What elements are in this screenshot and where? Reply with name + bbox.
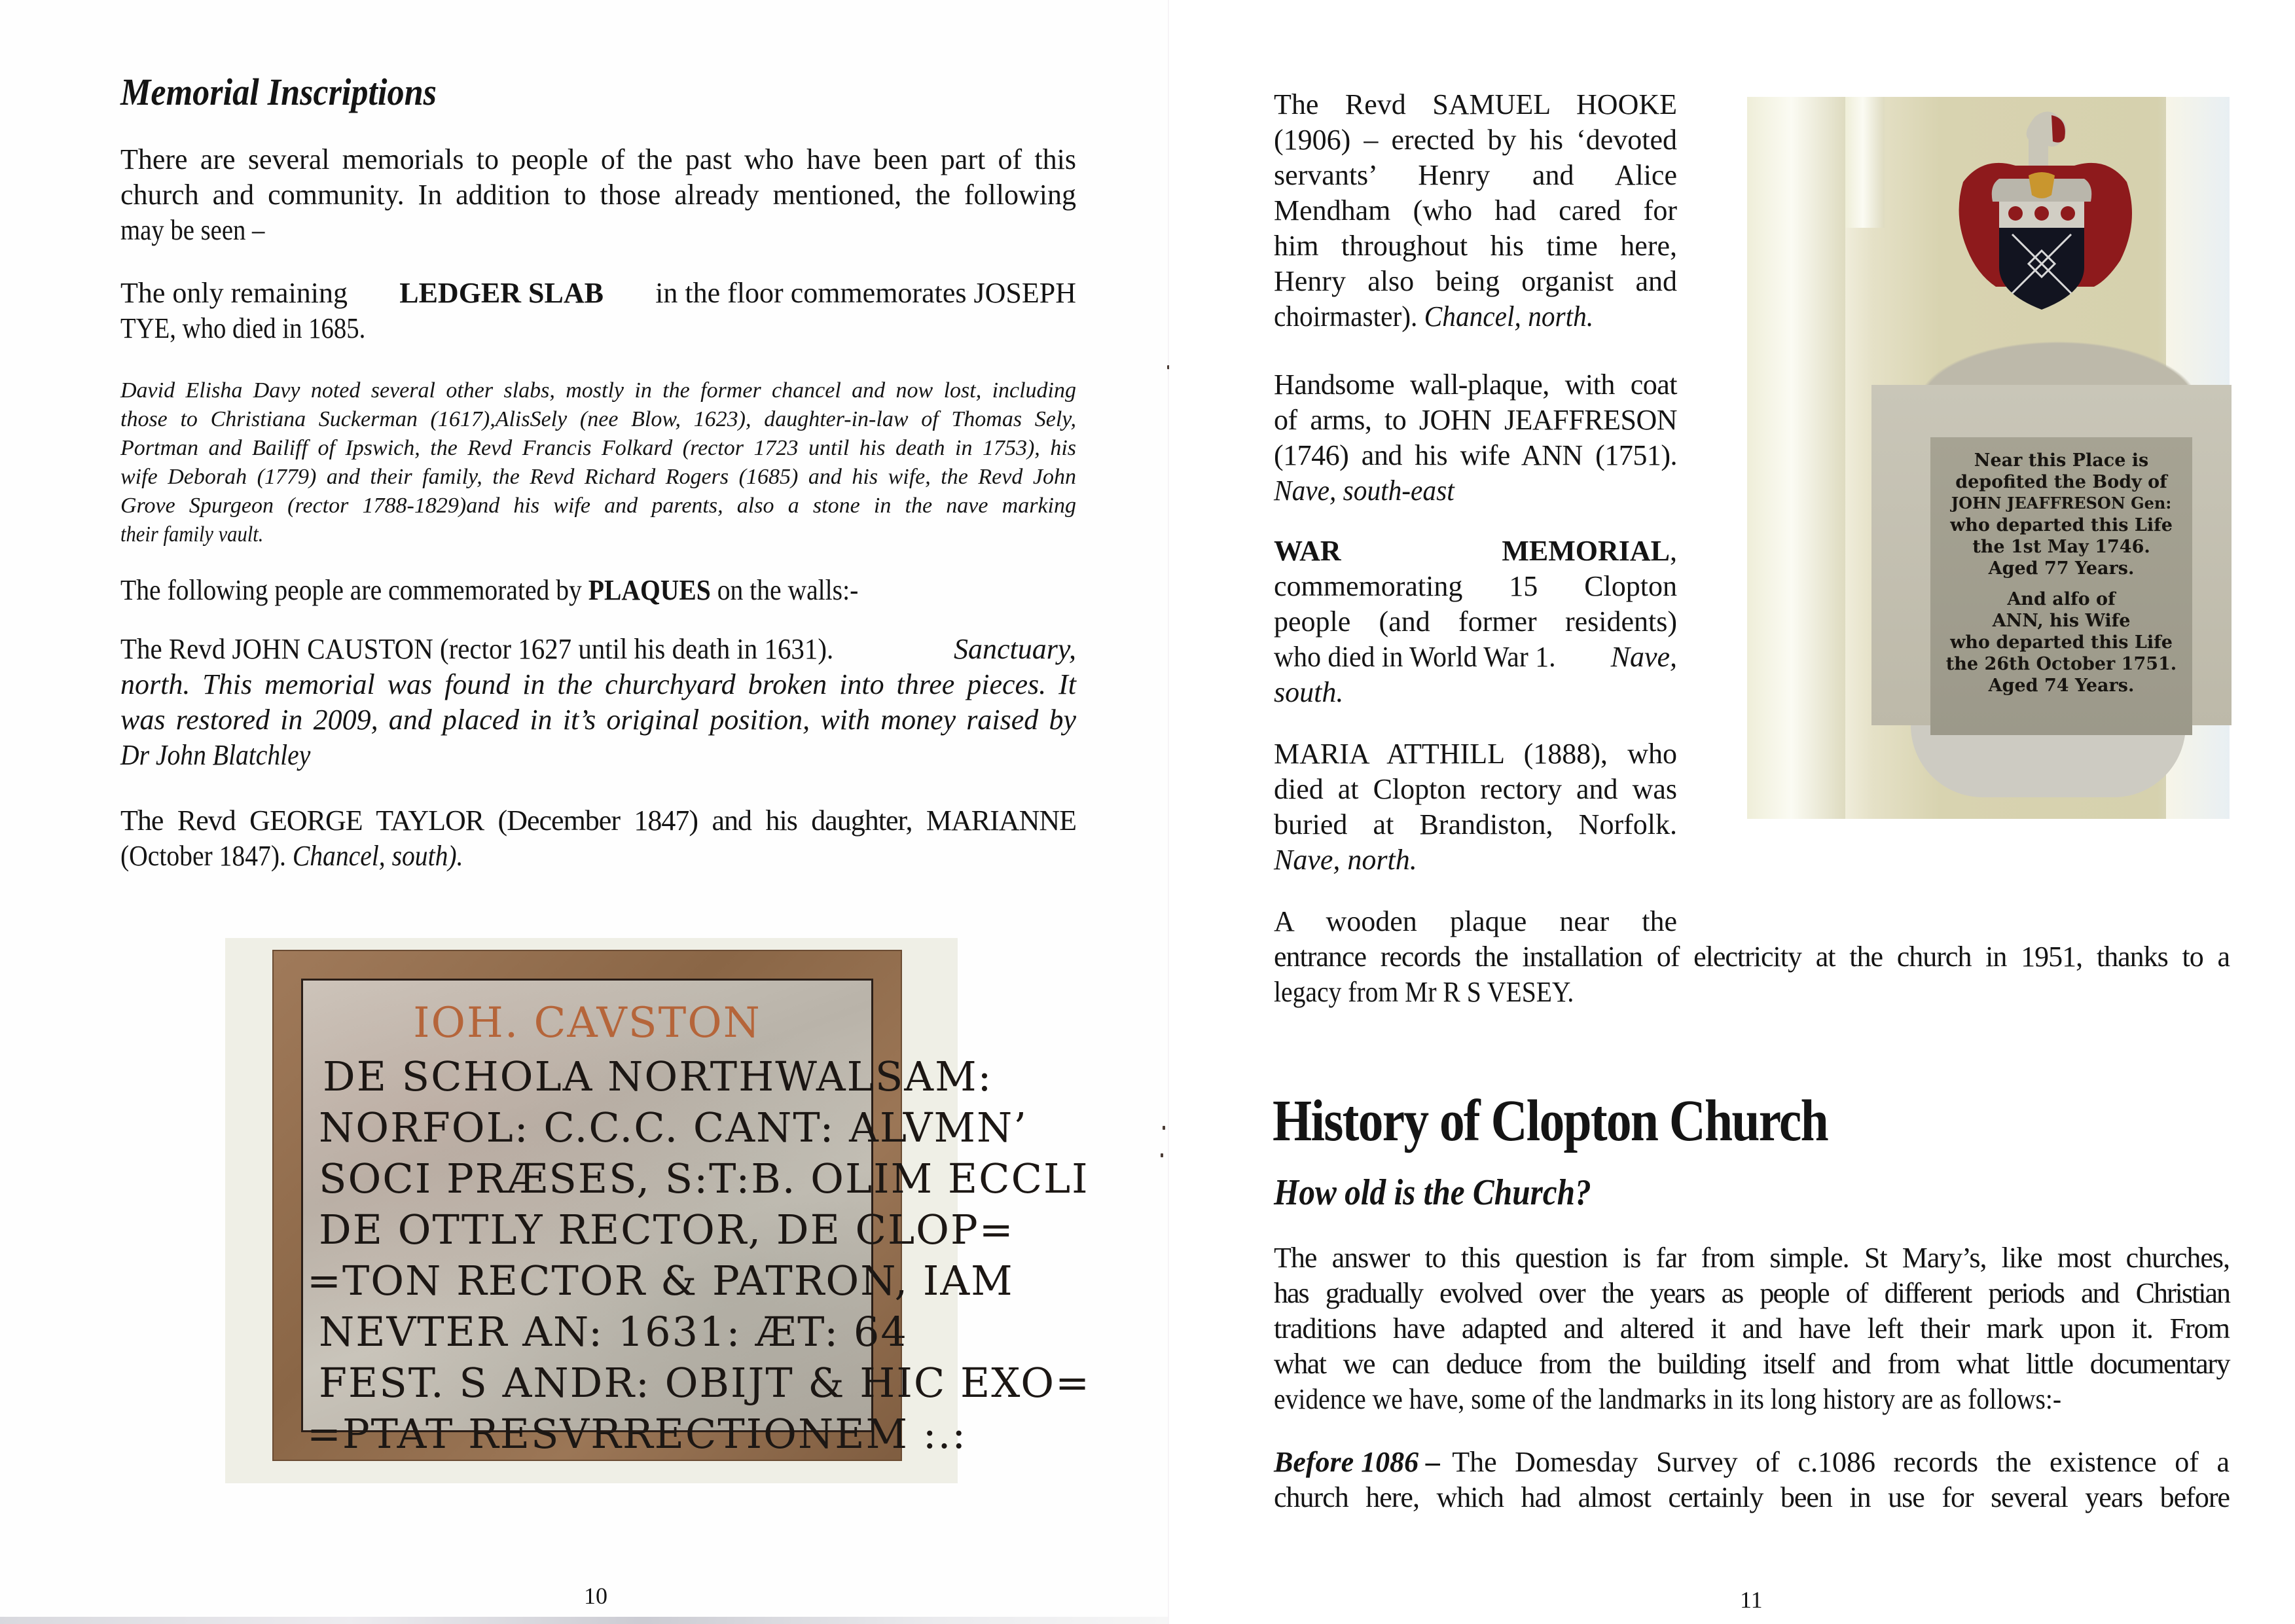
plaques-bold: PLAQUES — [588, 574, 711, 606]
chief-charge — [2008, 206, 2023, 221]
subheading-how-old: How old is the Church? — [1274, 1172, 1591, 1213]
taylor-text: (October 1847). — [120, 840, 293, 872]
stone-line-1: DE SCHOLA NORTHWALSAM: — [323, 1053, 993, 1100]
answer-line-4: what we can deduce from the building itself and from what little documentary — [1274, 1348, 2230, 1380]
jeaffreson-line-3: (1746) and his wife ANN (1751). — [1274, 439, 1677, 471]
plaque-line-5: the 1st May 1746. — [1972, 537, 2150, 557]
causton-line-1 — [120, 635, 1076, 664]
hooke-line-4: Mendham (who had cared for — [1274, 194, 1677, 226]
stone-line-5: =TON RECTOR & PATRON, IAM — [307, 1257, 1014, 1305]
stone-title: IOH. CAVSTON — [413, 999, 761, 1047]
hooke-location: Chancel, north. — [1424, 300, 1594, 333]
jeaffreson-line-1: Handsome wall-plaque, with coat — [1274, 369, 1677, 401]
davy-line-4: wife Deborah (1779) and their family, the Revd Richard Rogers (1685) and his wife, the Revd John — [120, 465, 1076, 489]
before1086-label: Before 1086 – — [1274, 1446, 1441, 1478]
ledger-line-1 — [120, 279, 1076, 308]
wooden-line-1: A wooden plaque near the — [1274, 905, 1677, 937]
column-left — [1747, 97, 1845, 819]
plaque-line-4: who departed this Life — [1950, 515, 2173, 535]
scan-edge — [0, 1617, 1168, 1624]
plaque-line-9: who departed this Life — [1950, 632, 2173, 653]
wooden-line-3: legacy from Mr R S VESEY. — [1274, 976, 1574, 1008]
causton-line-2: north. This memorial was found in the churchyard broken into three pieces. It — [120, 668, 1076, 700]
causton-memorial-photo — [225, 938, 1091, 1483]
chapter-heading-history: History of Clopton Church — [1273, 1089, 1828, 1153]
wooden-frame — [272, 950, 1091, 1461]
hooke-line-2: (1906) – erected by his ‘devoted — [1274, 124, 1677, 156]
causton-line-4: Dr John Blatchley — [120, 739, 311, 771]
war-comma: , — [1670, 535, 1677, 567]
plaque-line-11: Aged 74 Years. — [1988, 676, 2135, 696]
hooke-line-6: Henry also being organist and — [1274, 265, 1677, 297]
stone-line-3: SOCI PRÆSES, S:T:B. OLIM ECCLI — [319, 1155, 1089, 1202]
stone-line-2: NORFOL: C.C.C. CANT: ALVMN’ — [319, 1104, 1028, 1151]
plaques-intro-line — [120, 576, 858, 605]
ledger-text-pre: The only remaining — [120, 277, 348, 309]
davy-line-3: Portman and Bailiff of Ipswich, the Revd Francis Folkard (rector 1723 until his death in 1753), his — [120, 436, 1076, 460]
taylor-location: Chancel, south). — [292, 840, 463, 872]
war-bold: WAR — [1274, 535, 1341, 567]
intro-line-3: may be seen – — [120, 214, 265, 246]
chief-charge — [2061, 206, 2075, 221]
war-line-2: commemorating 15 Clopton — [1274, 570, 1677, 602]
hooke-line-3: servants’ Henry and Alice — [1274, 159, 1677, 191]
causton-location: Sanctuary, — [954, 633, 1076, 665]
scan-speck — [1161, 1153, 1163, 1157]
plaque-line-10: the 26th October 1751. — [1945, 654, 2177, 674]
jeaffreson-location: Nave, south-east — [1274, 475, 1455, 507]
before1086-line-2: church here, which had almost certainly been in use for several years before — [1274, 1481, 2230, 1513]
taylor-line-1: The Revd GEORGE TAYLOR (December 1847) and his daughter, MARIANNE — [120, 804, 1076, 837]
coat-of-arms-icon — [1937, 103, 2146, 339]
davy-line-5: Grove Spurgeon (rector 1788-1829)and his wife and parents, also a stone in the nave marking — [120, 494, 1076, 518]
plaque-line-3: JOHN JEAFFRESON Gen: — [1951, 494, 2172, 513]
stone-line-4: DE OTTLY RECTOR, DE CLOP= — [319, 1206, 1015, 1254]
plaque-line-1: Near this Place is — [1974, 450, 2149, 471]
stone-line-6: NEVTER AN: 1631: ÆT: 64 — [319, 1308, 908, 1356]
hooke-text: choirmaster). — [1274, 300, 1424, 333]
scan-speck — [1163, 1126, 1165, 1130]
hooke-line-1: The Revd SAMUEL HOOKE — [1274, 88, 1677, 120]
stone-line-8: =PTAT RESVRRECTIONEM :.: — [307, 1410, 967, 1458]
crest-hound-ear — [2051, 115, 2065, 143]
jeaffreson-wall-plaque-photo — [1747, 97, 2230, 819]
stone-slab — [301, 979, 1091, 1458]
intro-line-1: There are several memorials to people of the past who have been part of this — [120, 143, 1076, 175]
davy-line-2: those to Christiana Suckerman (1617),AlisSely (nee Blow, 1623), daughter-in-law of Thomas Sely, — [120, 407, 1076, 431]
davy-line-6: their family vault. — [120, 522, 264, 547]
hooke-line-7 — [1274, 302, 1593, 331]
plaques-text-pre: The following people are commemorated by — [120, 574, 582, 606]
plaque-line-8: ANN, his Wife — [1992, 611, 2131, 631]
before1086-text: The Domesday Survey of c.1086 records the existence of a — [1452, 1446, 2230, 1478]
ledger-slab-bold: LEDGER SLAB — [399, 277, 604, 309]
plaques-text-post: on the walls:- — [717, 574, 859, 606]
chief-charge — [2034, 206, 2049, 221]
wooden-line-2: entrance records the installation of electricity at the church in 1951, thanks to a — [1274, 941, 2230, 973]
atthill-line-2: died at Clopton rectory and was — [1274, 773, 1677, 805]
plaque-base — [1911, 725, 2186, 797]
answer-line-2: has gradually evolved over the years as people of different periods and Christian — [1274, 1277, 2230, 1309]
plaque-line-6: Aged 77 Years. — [1988, 558, 2135, 579]
causton-line-3: was restored in 2009, and placed in it’s original position, with money raised by — [120, 704, 1076, 736]
war-text: who died in World War 1. — [1274, 641, 1556, 673]
page-number-right: 11 — [1740, 1587, 1763, 1613]
answer-line-1: The answer to this question is far from simple. St Mary’s, like most churches, — [1274, 1242, 2230, 1274]
shield-field — [1999, 228, 2084, 310]
hooke-line-5: him throughout his time here, — [1274, 230, 1677, 262]
ledger-text-post: in the floor commemorates JOSEPH — [655, 277, 1076, 309]
war-line-1 — [1274, 537, 1677, 566]
causton-text: The Revd JOHN CAUSTON (rector 1627 until his death in 1631). — [120, 633, 834, 665]
column-capital — [1845, 97, 1885, 228]
war-location-1: Nave, — [1610, 641, 1677, 673]
page-number-left: 10 — [584, 1583, 607, 1609]
war-location-2: south. — [1274, 676, 1344, 708]
davy-line-1: David Elisha Davy noted several other slabs, mostly in the former chancel and now lost, including — [120, 378, 1076, 403]
plaque-line-2: depofited the Body of — [1955, 472, 2167, 492]
before1086-line-1 — [1274, 1448, 2230, 1483]
helm-gold — [2029, 172, 2055, 198]
answer-line-5: evidence we have, some of the landmarks in its long history are as follows:- — [1274, 1383, 2062, 1415]
war-line-4 — [1274, 643, 1677, 672]
plaque-line-7: And alfo of — [2007, 589, 2116, 609]
stone-line-7: FEST. S ANDR: OBIJT & HIC EXO= — [319, 1359, 1091, 1407]
atthill-line-1: MARIA ATTHILL (1888), who — [1274, 738, 1677, 770]
atthill-line-3: buried at Brandiston, Norfolk. — [1274, 808, 1677, 840]
section-heading-memorial-inscriptions: Memorial Inscriptions — [120, 71, 437, 113]
answer-line-3: traditions have adapted and altered it and have left their mark upon it. From — [1274, 1312, 2230, 1344]
jeaffreson-line-2: of arms, to JOHN JEAFFRESON — [1274, 404, 1677, 436]
taylor-line-2 — [120, 842, 463, 871]
ledger-line-2: TYE, who died in 1685. — [120, 312, 366, 344]
war-line-3: people (and former residents) — [1274, 605, 1677, 638]
atthill-location: Nave, north. — [1274, 844, 1417, 876]
memorial-bold: MEMORIAL — [1502, 535, 1670, 567]
intro-line-2: church and community. In addition to those already mentioned, the following — [120, 179, 1076, 211]
